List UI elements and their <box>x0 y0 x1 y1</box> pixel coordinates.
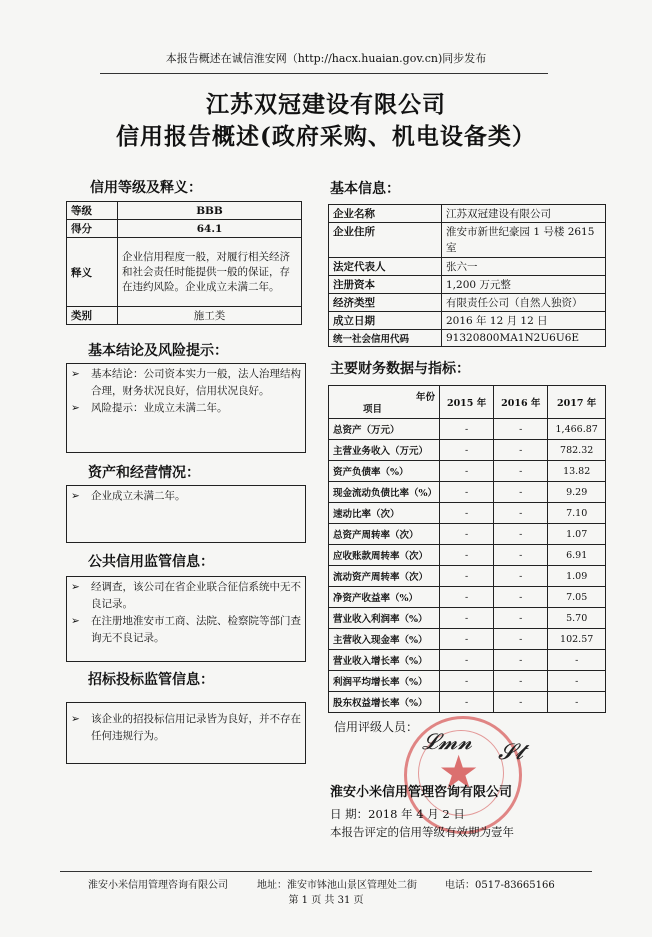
metric-value: - <box>548 671 606 692</box>
bidding-text: 该企业的招投标信用记录皆为良好，并不存在任何违规行为。 <box>91 713 301 742</box>
metric-value: - <box>440 566 494 587</box>
field-label: 经济类型 <box>329 294 442 312</box>
metric-value: - <box>440 650 494 671</box>
public-text-2: 在注册地淮安市工商、法院、检察院等部门查询无不良记录。 <box>91 615 301 644</box>
conclusion-heading: 基本结论及风险提示： <box>88 343 228 359</box>
table-row <box>329 205 606 223</box>
metric-value: - <box>440 587 494 608</box>
table-row <box>329 461 606 482</box>
metric-name: 速动比率（次） <box>329 503 440 524</box>
metric-value: - <box>494 524 548 545</box>
table-row <box>329 503 606 524</box>
field-value: 江苏双冠建设有限公司 <box>442 205 606 223</box>
rating-grade: BBB <box>118 202 302 220</box>
metric-value: - <box>548 692 606 713</box>
seal-star-icon: ★ <box>438 745 480 799</box>
signature-1: 𝓛𝓶𝓷 <box>422 730 473 755</box>
year-label: 年份 <box>415 392 435 403</box>
rating-heading: 信用等级及释义： <box>90 180 202 196</box>
metric-name: 现金流动负债比率（%） <box>329 482 440 503</box>
metric-value: - <box>548 650 606 671</box>
assets-heading: 资产和经营情况： <box>88 465 200 481</box>
metric-value: - <box>440 545 494 566</box>
table-row <box>329 223 606 258</box>
metric-name: 总资产（万元） <box>329 419 440 440</box>
metric-value: - <box>494 566 548 587</box>
metric-value: - <box>494 650 548 671</box>
rating-row <box>67 202 302 220</box>
rating-score: 64.1 <box>118 220 302 238</box>
metric-name: 总资产周转率（次） <box>329 524 440 545</box>
rating-description: 企业信用程度一般，对履行相关经济和社会责任时能提供一般的保证，存在违约风险。企业成立未满二年。 <box>118 238 302 307</box>
field-label: 统一社会信用代码 <box>329 330 442 347</box>
conclusion-text: 基本结论：公司资本实力一般，法人治理结构合理，财务状况良好，信用状况良好。 <box>91 368 301 397</box>
field-value: 1,200 万元整 <box>442 276 606 294</box>
field-label: 企业住所 <box>329 223 442 258</box>
footer-divider <box>60 871 592 872</box>
table-row <box>329 312 606 330</box>
rating-key: 类别 <box>67 307 118 325</box>
metric-value: 1.07 <box>548 524 606 545</box>
metric-value: - <box>494 671 548 692</box>
basic-info-table <box>328 204 606 347</box>
field-value: 淮安市新世纪豪园 1 号楼 2615 室 <box>442 223 606 258</box>
table-row <box>329 440 606 461</box>
validity-note: 本报告评定的信用等级有效期为壹年 <box>330 825 514 839</box>
metric-value: - <box>440 419 494 440</box>
arrow-bullet-icon: ➢ <box>71 615 80 627</box>
arrow-bullet-icon: ➢ <box>71 368 80 380</box>
arrow-bullet-icon: ➢ <box>71 490 80 502</box>
table-row <box>329 629 606 650</box>
metric-value: 1,466.87 <box>548 419 606 440</box>
field-label: 法定代表人 <box>329 258 442 276</box>
item-label: 项目 <box>363 404 383 415</box>
metric-value: - <box>494 587 548 608</box>
rating-row <box>67 307 302 325</box>
risk-text: 风险提示：业成立未满二年。 <box>91 402 228 414</box>
metric-value: 5.70 <box>548 608 606 629</box>
rating-key: 释义 <box>67 238 118 307</box>
field-value: 2016 年 12 月 12 日 <box>442 312 606 330</box>
list-item <box>71 366 301 400</box>
rating-key: 得分 <box>67 220 118 238</box>
metric-name: 股东权益增长率（%） <box>329 692 440 713</box>
corner-cell <box>329 386 440 419</box>
metric-name: 应收账款周转率（次） <box>329 545 440 566</box>
list-item <box>71 613 301 647</box>
metric-value: - <box>494 629 548 650</box>
field-value: 有限责任公司（自然人独资） <box>442 294 606 312</box>
metric-value: - <box>440 608 494 629</box>
metric-value: - <box>494 503 548 524</box>
rating-key: 等级 <box>67 202 118 220</box>
table-row <box>329 566 606 587</box>
company-title: 江苏双冠建设有限公司 <box>206 91 446 118</box>
metric-value: - <box>494 461 548 482</box>
table-header-row <box>329 386 606 419</box>
metric-name: 资产负债率（%） <box>329 461 440 482</box>
field-label: 企业名称 <box>329 205 442 223</box>
arrow-bullet-icon: ➢ <box>71 402 80 414</box>
metric-value: - <box>440 503 494 524</box>
rating-row <box>67 220 302 238</box>
table-row <box>329 294 606 312</box>
metric-value: - <box>440 440 494 461</box>
metric-value: - <box>494 545 548 566</box>
table-row <box>329 692 606 713</box>
conclusion-box <box>66 363 306 453</box>
metric-value: 102.57 <box>548 629 606 650</box>
table-row <box>329 524 606 545</box>
metric-value: - <box>440 629 494 650</box>
rater-date: 日 期：2018 年 4 月 2 日 <box>330 807 465 821</box>
rating-table <box>66 201 302 325</box>
rater-company: 淮安小米信用管理咨询有限公司 <box>330 785 513 800</box>
column-header: 2016 年 <box>494 386 548 419</box>
metric-name: 主营收入现金率（%） <box>329 629 440 650</box>
table-row <box>329 608 606 629</box>
metric-value: - <box>494 440 548 461</box>
metric-value: - <box>494 692 548 713</box>
list-item <box>71 579 301 613</box>
metric-value: 7.05 <box>548 587 606 608</box>
metric-value: 7.10 <box>548 503 606 524</box>
field-value: 91320800MA1N2U6U6E <box>442 330 606 347</box>
footer-phone: 电话：0517-83665166 <box>445 880 555 891</box>
metric-value: 782.32 <box>548 440 606 461</box>
page-number: 第 1 页 共 31 页 <box>288 895 364 906</box>
financial-heading: 主要财务数据与指标： <box>330 361 470 377</box>
metric-value: 1.09 <box>548 566 606 587</box>
public-box <box>66 576 306 662</box>
assets-text: 企业成立未满二年。 <box>91 490 186 502</box>
metric-value: 13.82 <box>548 461 606 482</box>
column-header: 2015 年 <box>440 386 494 419</box>
list-item <box>71 400 301 417</box>
metric-name: 利润平均增长率（%） <box>329 671 440 692</box>
field-label: 注册资本 <box>329 276 442 294</box>
metric-name: 流动资产周转率（次） <box>329 566 440 587</box>
field-value: 张六一 <box>442 258 606 276</box>
public-text-1: 经调查，该公司在省企业联合征信系统中无不良记录。 <box>91 581 301 610</box>
assets-box <box>66 485 306 543</box>
metric-value: - <box>494 608 548 629</box>
metric-name: 主营业务收入（万元） <box>329 440 440 461</box>
table-row <box>329 545 606 566</box>
basic-heading: 基本信息： <box>330 181 400 197</box>
rating-category: 施工类 <box>118 307 302 325</box>
publication-note: 本报告概述在诚信淮安网（http://hacx.huaian.gov.cn)同步发布 <box>165 52 487 65</box>
metric-value: - <box>440 482 494 503</box>
metric-value: - <box>440 524 494 545</box>
signature-2: 𝓢𝓽 <box>498 740 524 765</box>
bidding-heading: 招标投标监管信息： <box>88 672 214 688</box>
footer-company: 淮安小米信用管理咨询有限公司 <box>88 880 228 891</box>
metric-value: - <box>494 419 548 440</box>
footer-address: 地址：淮安市钵池山景区管理处二街 <box>257 880 417 891</box>
field-label: 成立日期 <box>329 312 442 330</box>
metric-name: 营业收入增长率（%） <box>329 650 440 671</box>
list-item <box>71 488 301 505</box>
metric-value: - <box>440 461 494 482</box>
metric-value: - <box>440 692 494 713</box>
metric-value: 9.29 <box>548 482 606 503</box>
metric-value: - <box>440 671 494 692</box>
metric-name: 净资产收益率（%） <box>329 587 440 608</box>
bidding-box <box>66 702 306 764</box>
public-heading: 公共信用监管信息： <box>88 554 214 570</box>
table-row <box>329 419 606 440</box>
table-row <box>329 258 606 276</box>
rating-row <box>67 238 302 307</box>
metric-name: 营业收入利润率（%） <box>329 608 440 629</box>
arrow-bullet-icon: ➢ <box>71 581 80 593</box>
list-item <box>71 711 301 745</box>
metric-value: - <box>494 482 548 503</box>
column-header: 2017 年 <box>548 386 606 419</box>
table-row <box>329 482 606 503</box>
table-row <box>329 330 606 347</box>
header-divider <box>100 73 548 74</box>
rater-label: 信用评级人员： <box>334 720 419 734</box>
table-row <box>329 587 606 608</box>
arrow-bullet-icon: ➢ <box>71 713 80 725</box>
report-title: 信用报告概述(政府采购、机电设备类） <box>116 123 536 150</box>
table-row <box>329 650 606 671</box>
table-row <box>329 671 606 692</box>
table-row <box>329 276 606 294</box>
metric-value: 6.91 <box>548 545 606 566</box>
financial-table <box>328 385 606 713</box>
